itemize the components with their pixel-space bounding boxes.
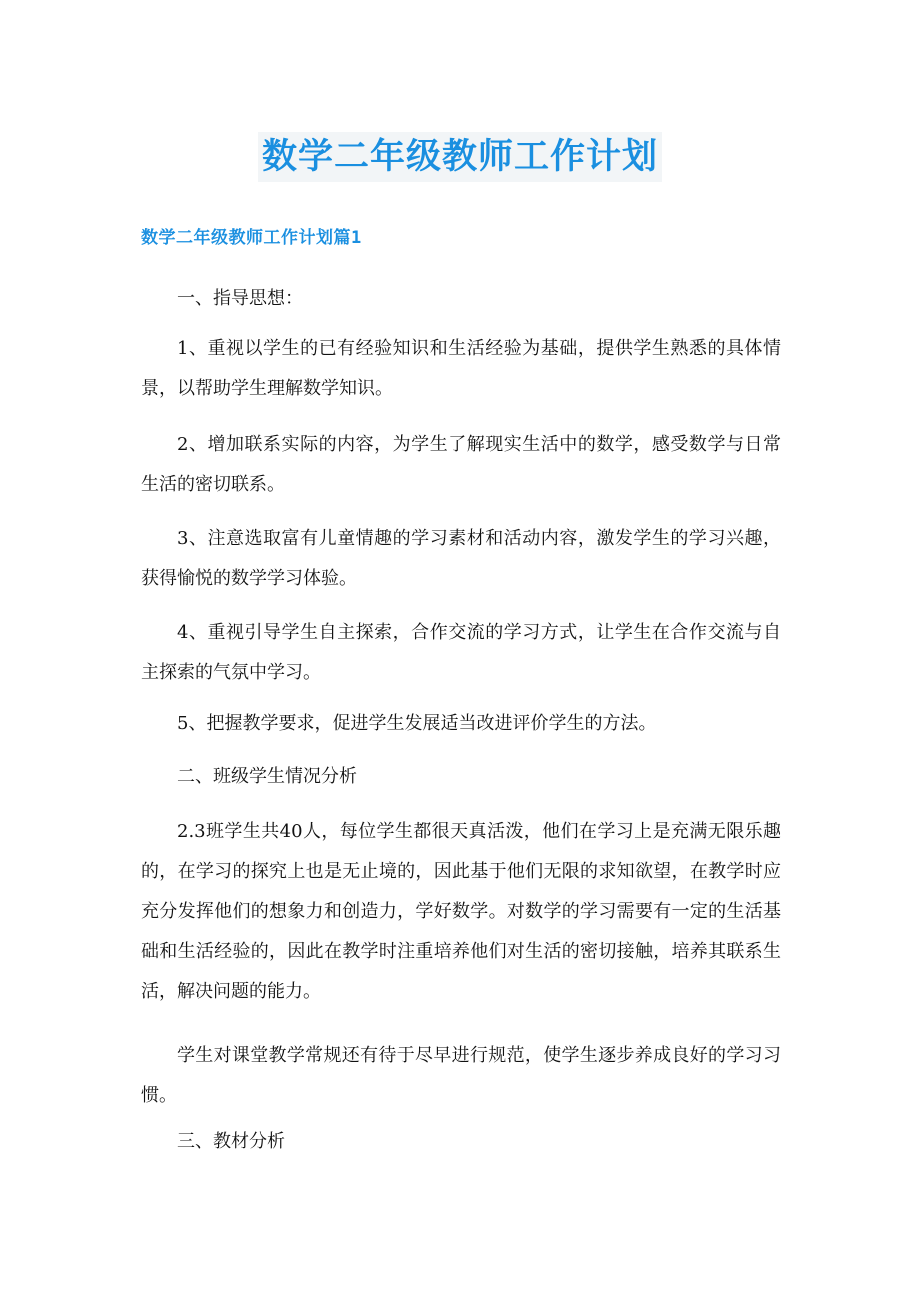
heading-guiding-ideology: 一、指导思想： bbox=[177, 288, 303, 309]
section-heading: 数学二年级教师工作计划篇1 bbox=[141, 228, 362, 248]
page-title bbox=[0, 132, 920, 182]
paragraph-item-3: 3、注意选取富有儿童情趣的学习素材和活动内容，激发学生的学习兴趣，获得愉悦的数学学习体验。 bbox=[141, 528, 781, 589]
paragraph-item-4: 4、重视引导学生自主探索，合作交流的学习方式，让学生在合作交流与自主探索的气氛中学习。 bbox=[141, 622, 781, 683]
heading-class-analysis: 二、班级学生情况分析 bbox=[177, 766, 357, 787]
paragraph-item-2: 2、增加联系实际的内容，为学生了解现实生活中的数学，感受数学与日常生活的密切联系。 bbox=[141, 434, 781, 495]
heading-textbook-analysis: 三、教材分析 bbox=[177, 1131, 285, 1152]
page-title-text: 数学二年级教师工作计划 bbox=[258, 132, 662, 182]
paragraph-item-1: 1、重视以学生的已有经验知识和生活经验为基础，提供学生熟悉的具体情景，以帮助学生理解数学知识。 bbox=[141, 338, 781, 399]
paragraph-item-5: 5、把握教学要求，促进学生发展适当改进评价学生的方法。 bbox=[177, 713, 657, 734]
paragraph-classroom-habits: 学生对课堂教学常规还有待于尽早进行规范，使学生逐步养成良好的学习习惯。 bbox=[141, 1045, 781, 1106]
paragraph-class-analysis: 2.3班学生共40人，每位学生都很天真活泼，他们在学习上是充满无限乐趣的，在学习的探究上也是无止境的，因此基于他们无限的求知欲望，在教学时应充分发挥他们的想象力和创造力，学好数学。对数学的学习需要有一定的生活基础和生活经验的，因此在教学时注重培养他们对生活的密切接触，培养其联系生活，解决问题的能力。 bbox=[141, 821, 781, 1002]
